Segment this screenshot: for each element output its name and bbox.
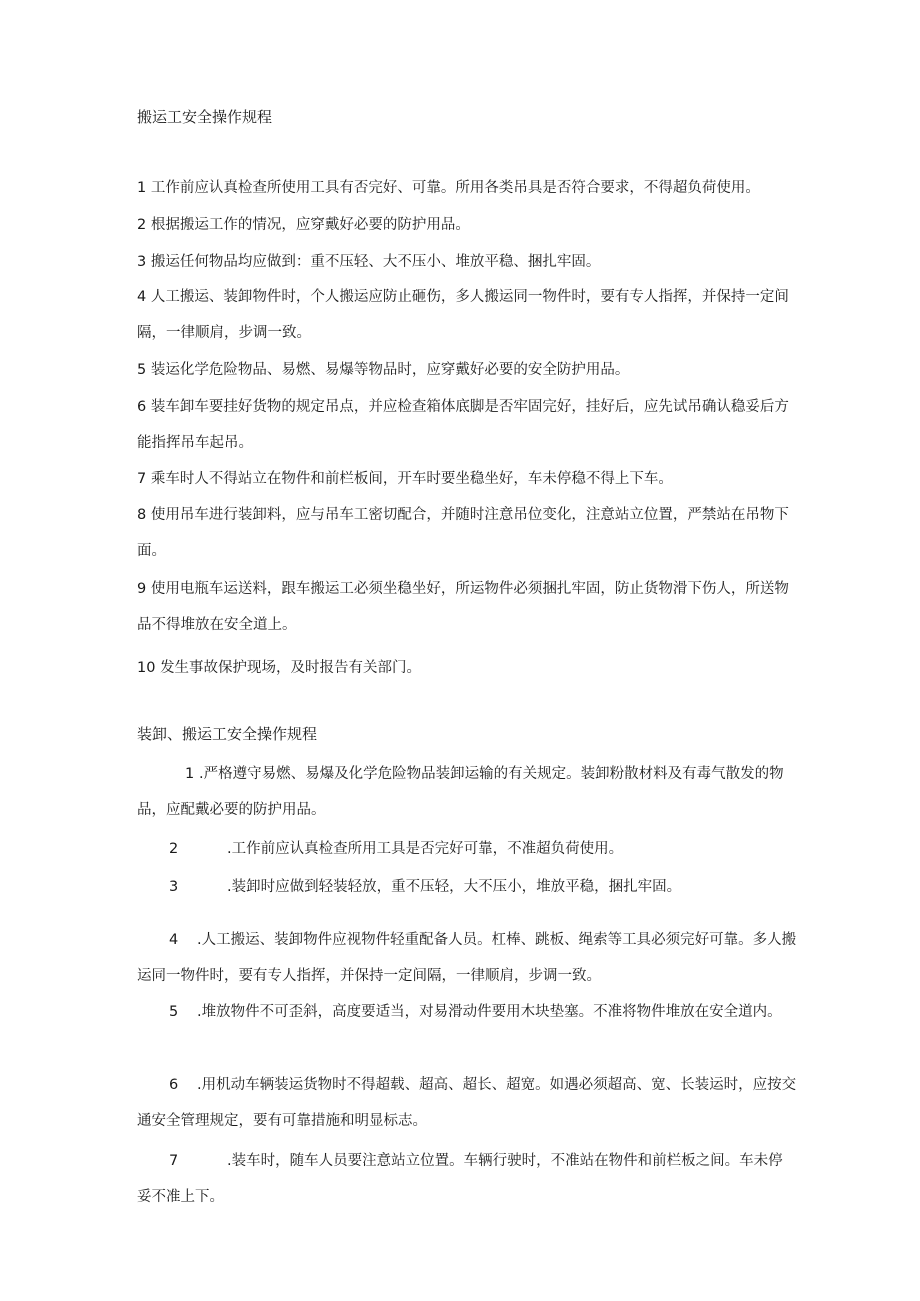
s2-item-7	[137, 1143, 797, 1215]
s1-item-9	[137, 571, 797, 643]
s2-item-6-num: 6	[169, 1077, 179, 1093]
s1-item-6	[137, 389, 797, 461]
section1-title: 搬运工安全操作规程	[137, 108, 273, 126]
s1-item-7-num: 7	[137, 471, 147, 487]
s1-item-8-text: 使用吊车进行装卸料，应与吊车工密切配合，并随时注意吊位变化，注意站立位置，严禁站在吊物下面。	[137, 507, 789, 559]
s1-item-1-num: 1	[137, 180, 147, 196]
s2-item-3	[137, 869, 797, 905]
s1-item-6-num: 6	[137, 399, 147, 415]
s1-item-7-text: 乘车时人不得站立在物件和前栏板间，开车时要坐稳坐好，车未停稳不得上下车。	[150, 471, 673, 487]
s1-item-9-num: 9	[137, 581, 147, 597]
s1-item-7	[137, 461, 797, 497]
s2-item-3-text: .装卸时应做到轻装轻放，重不压轻，大不压小，堆放平稳，捆扎牢固。	[227, 879, 682, 895]
s1-item-9-text: 使用电瓶车运送料，跟车搬运工必须坐稳坐好，所运物件必须捆扎牢固，防止货物滑下伤人，所送物品不得堆放在安全道上。	[137, 581, 789, 633]
s2-item-6-text: .用机动车辆装运货物时不得超载、超高、超长、超宽。如遇必须超高、宽、长装运时，应按交通安全管理规定，要有可靠措施和明显标志。	[137, 1077, 797, 1129]
s1-item-5	[137, 352, 797, 388]
section2-title: 装卸、搬运工安全操作规程	[137, 725, 318, 743]
s1-item-4	[137, 279, 797, 351]
s1-item-10-num: 10	[137, 660, 156, 676]
s1-item-10	[137, 650, 797, 686]
s2-item-5-text: .堆放物件不可歪斜，高度要适当，对易滑动件要用木块垫塞。不准将物件堆放在安全道内。	[197, 1004, 782, 1020]
s1-item-5-num: 5	[137, 362, 147, 378]
s2-item-6	[137, 1067, 797, 1139]
s1-item-2-num: 2	[137, 217, 147, 233]
s1-item-6-text: 装车卸车要挂好货物的规定吊点，并应检查箱体底脚是否牢固完好，挂好后，应先试吊确认稳妥后方能指挥吊车起吊。	[137, 399, 789, 451]
s2-item-4-text: .人工搬运、装卸物件应视物件轻重配备人员。杠棒、跳板、绳索等工具必须完好可靠。多人搬运同一物件时，要有专人指挥，并保持一定间隔，一律顺肩，步调一致。	[137, 932, 797, 984]
s2-item-1-num: 1	[185, 766, 195, 782]
s1-item-3	[137, 244, 797, 280]
s2-item-2-num: 2	[169, 841, 179, 857]
s2-item-2-text: .工作前应认真检查所用工具是否完好可靠，不准超负荷使用。	[227, 841, 624, 857]
s1-item-10-text: 发生事故保护现场，及时报告有关部门。	[160, 660, 422, 676]
s1-item-5-text: 装运化学危险物品、易燃、易爆等物品时，应穿戴好必要的安全防护用品。	[150, 362, 630, 378]
s2-item-4-num: 4	[169, 932, 179, 948]
s1-item-3-num: 3	[137, 254, 147, 270]
s1-item-8	[137, 497, 797, 569]
s1-item-4-text: 人工搬运、装卸物件时，个人搬运应防止砸伤，多人搬运同一物件时，要有专人指挥，并保持一定间隔，一律顺肩，步调一致。	[137, 289, 789, 341]
s2-item-1-text: .严格遵守易燃、易爆及化学危险物品装卸运输的有关规定。装卸粉散材料及有毒气散发的物品，应配戴必要的防护用品。	[137, 766, 784, 818]
s2-item-3-num: 3	[169, 879, 179, 895]
s1-item-2-text: 根据搬运工作的情况，应穿戴好必要的防护用品。	[150, 217, 470, 233]
s2-item-5-num: 5	[169, 1004, 179, 1020]
s2-item-7-text: .装车时，随车人员要注意站立位置。车辆行驶时，不准站在物件和前栏板之间。车未停妥不准上下。	[137, 1153, 783, 1205]
s1-item-3-text: 搬运任何物品均应做到：重不压轻、大不压小、堆放平稳、捆扎牢固。	[150, 254, 601, 270]
s2-item-2	[137, 831, 797, 867]
s1-item-2	[137, 207, 797, 243]
s2-item-4	[137, 922, 797, 994]
s1-item-1	[137, 170, 797, 206]
s1-item-8-num: 8	[137, 507, 147, 523]
s2-item-5	[137, 994, 797, 1030]
s1-item-4-num: 4	[137, 289, 147, 305]
s2-item-1	[137, 756, 797, 828]
s1-item-1-text: 工作前应认真检查所使用工具有否完好、可靠。所用各类吊具是否符合要求，不得超负荷使用。	[150, 180, 760, 196]
s2-item-7-num: 7	[169, 1153, 179, 1169]
